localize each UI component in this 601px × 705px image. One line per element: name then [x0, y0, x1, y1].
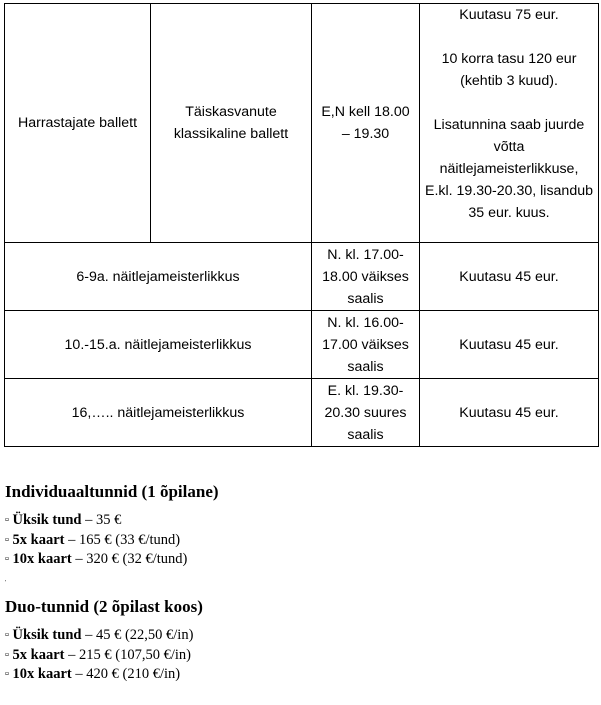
section-title: Duo-tunnid (2 õpilast koos) [5, 597, 203, 616]
duo-lessons-section [5, 596, 203, 685]
bullet-icon: ▫ [5, 514, 9, 526]
item-price: – 320 € (32 €/tund) [71, 551, 188, 567]
table-row [5, 4, 599, 243]
group-cell: Harrastajate ballett [5, 4, 151, 243]
list-item [5, 646, 203, 666]
bullet-icon: ▫ [5, 648, 9, 661]
course-cell: Täiskasvanute klassikaline ballett [151, 4, 312, 243]
time-cell: N. kl. 16.00-17.00 väikses saalis [312, 311, 420, 379]
list-item [5, 665, 203, 685]
list-item [5, 626, 203, 646]
list-item [5, 531, 219, 551]
table-row [5, 379, 599, 447]
course-cell: 16,….. näitlejameisterlikkus [5, 379, 312, 447]
course-cell: 10.-15.a. näitlejameisterlikkus [5, 311, 312, 379]
list-item [5, 511, 219, 531]
item-name: Üksik tund [12, 627, 82, 643]
item-name: 10x kaart [12, 666, 72, 682]
bullet-icon: ▫ [5, 553, 9, 565]
price-list [5, 626, 203, 685]
item-price: – 420 € (210 €/in) [71, 666, 181, 682]
price-list [5, 511, 219, 570]
course-cell: 6-9a. näitlejameisterlikkus [5, 243, 312, 311]
item-name: 5x kaart [12, 646, 65, 663]
item-name: Üksik tund [12, 512, 82, 528]
item-name: 5x kaart [12, 531, 65, 548]
bullet-icon: ▫ [5, 533, 9, 546]
item-price: – 215 € (107,50 €/in) [64, 646, 191, 663]
schedule-table [4, 3, 599, 447]
bullet-icon: ▫ [5, 629, 9, 641]
section-title: Individuaaltunnid (1 õpilane) [5, 482, 219, 501]
price-cell: Kuutasu 75 eur. 10 korra tasu 120 eur (kehtib 3 kuud). Lisatunnina saab juurde võtta näitlejameisterlikkuse, E.kl. 19.30-20.30, lisandub 35 eur. kuus. [420, 4, 599, 243]
table-row [5, 311, 599, 379]
price-cell: Kuutasu 45 eur. [420, 379, 599, 447]
price-cell: Kuutasu 45 eur. [420, 311, 599, 379]
time-cell: E,N kell 18.00 – 19.30 [312, 4, 420, 243]
table-row [5, 243, 599, 311]
individual-lessons-section [5, 481, 219, 570]
price-cell: Kuutasu 45 eur. [420, 243, 599, 311]
separator-mark: ' [5, 580, 7, 586]
item-price: – 35 € [81, 512, 122, 528]
item-price: – 165 € (33 €/tund) [64, 531, 181, 548]
time-cell: N. kl. 17.00-18.00 väikses saalis [312, 243, 420, 311]
time-cell: E. kl. 19.30-20.30 suures saalis [312, 379, 420, 447]
list-item [5, 550, 219, 570]
item-price: – 45 € (22,50 €/in) [81, 627, 194, 643]
item-name: 10x kaart [12, 551, 72, 567]
bullet-icon: ▫ [5, 668, 9, 680]
